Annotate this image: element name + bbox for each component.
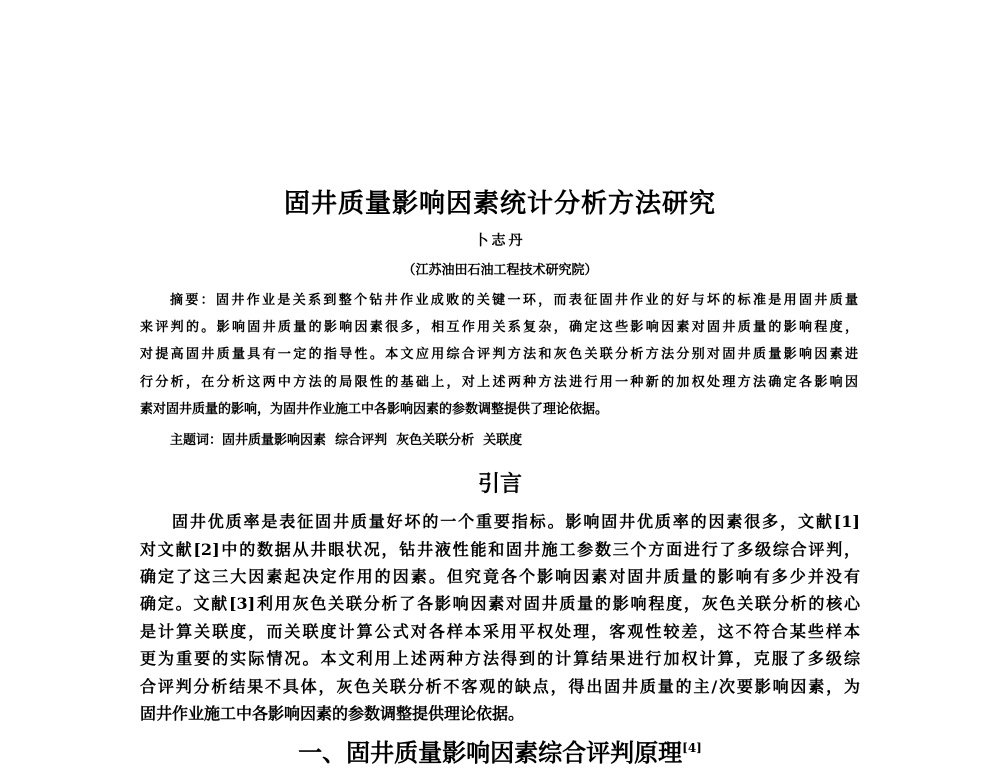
- abstract-line: 对提高固井质量具有一定的指导性。本文应用综合评判方法和灰色关联分析方法分别对固井质量影响因素进: [140, 347, 858, 362]
- body-line: 固井优质率是表征固井质量好坏的一个重要指标。影响固井优质率的因素很多，文献[1]: [172, 512, 860, 531]
- body-line: 对文献[2]中的数据从井眼状况，钻井液性能和固井施工参数三个方面进行了多级综合评判，: [140, 540, 860, 559]
- body-line: 合评判分析结果不具体，灰色关联分析不客观的缺点，得出固井质量的主/次要影响因素，为: [140, 677, 860, 696]
- abstract-line: 行分析，在分析这两中方法的局限性的基础上，对上述两种方法进行用一种新的加权处理方法确定各影响因: [140, 375, 858, 390]
- abstract-line: [170, 291, 858, 311]
- abstract-label: 摘要：: [170, 293, 217, 308]
- section-heading-intro: 引言: [477, 471, 522, 497]
- author-name: 卜志丹: [474, 233, 526, 249]
- paper-title: 固井质量影响因素统计分析方法研究: [283, 189, 716, 219]
- keywords-label: 主题词：: [170, 433, 223, 448]
- body-line: 确定了这三大因素起决定作用的因素。但究竟各个影响因素对固井质量的影响有多少并没有: [140, 567, 860, 586]
- body-line: 固井作业施工中各影响因素的参数调整提供理论依据。: [140, 704, 525, 723]
- body-line: 更为重要的实际情况。本文利用上述两种方法得到的计算结果进行加权计算，克服了多级综: [140, 649, 860, 668]
- abstract-text: 固井作业是关系到整个钻井作业成败的关键一环，而表征固井作业的好与坏的标准是用固井质量: [216, 293, 858, 308]
- affiliation: （江苏油田石油工程技术研究院）: [402, 263, 598, 278]
- keywords: [170, 429, 522, 448]
- abstract-line: 素对固井质量的影响，为固井作业施工中各影响因素的参数调整提供了理论依据。: [140, 402, 609, 417]
- citation-ref: [4]: [682, 741, 702, 755]
- keywords-text: 固井质量影响因素 综合评判 灰色关联分析 关联度: [222, 433, 523, 448]
- section-heading-1: [0, 733, 1000, 768]
- body-line: 确定。文献[3]利用灰色关联分析了各影响因素对固井质量的影响程度，灰色关联分析的核心: [140, 594, 860, 613]
- abstract-line: 来评判的。影响固井质量的影响因素很多，相互作用关系复杂，确定这些影响因素对固井质量的影响程度，: [140, 320, 858, 335]
- section-heading-text: 一、固井质量影响因素综合评判原理: [298, 738, 683, 767]
- body-line: 是计算关联度，而关联度计算公式对各样本采用平权处理，客观性较差，这不符合某些样本: [140, 622, 860, 641]
